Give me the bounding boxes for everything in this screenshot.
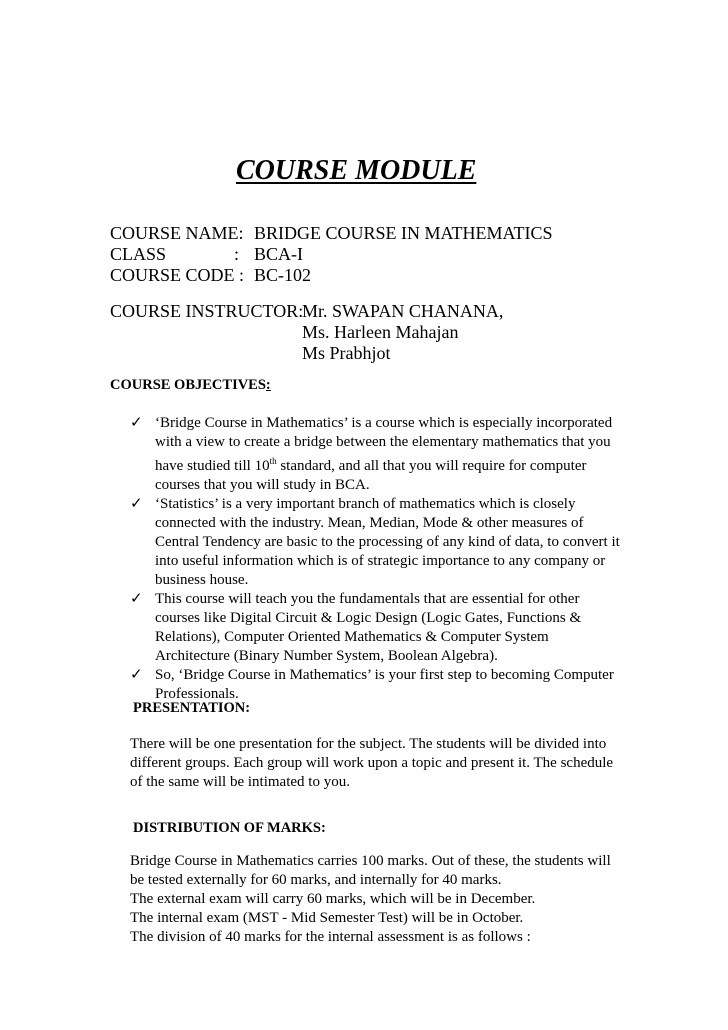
list-item xyxy=(130,495,625,590)
objectives-list xyxy=(130,414,625,704)
distribution-line: The internal exam (MST - Mid Semester Test) will be in October. xyxy=(130,910,524,926)
objectives-heading: COURSE OBJECTIVES: xyxy=(110,377,271,393)
class-separator: : xyxy=(234,244,240,264)
list-item xyxy=(130,666,625,704)
course-code-value: BC-102 xyxy=(254,265,312,285)
objective-text: ‘Statistics’ is a very important branch of mathematics which is closely connected with the industry. Mean, Median, Mode & other measures of Central Tendency are basic to the processing of any kind of data, to convert it into useful information which is of strategic importance to any company or business house. xyxy=(155,496,620,588)
objective-text: This course will teach you the fundamentals that are essential for other courses like Digital Circuit & Logic Design (Logic Gates, Functions & Relations), Computer Oriented Mathematics & Computer System Architecture (Binary Number System, Boolean Algebra). xyxy=(155,591,582,664)
presentation-line: different groups. Each group will work upon a topic and present it. The schedule xyxy=(130,755,614,771)
class-value: BCA-I xyxy=(254,244,303,264)
instructor-name: Ms. Harleen Mahajan xyxy=(302,322,459,342)
distribution-line: The division of 40 marks for the internal assessment is as follows : xyxy=(130,929,531,945)
page-title: COURSE MODULE xyxy=(236,155,477,186)
objectives-heading-colon: : xyxy=(265,377,271,393)
list-item xyxy=(130,590,625,666)
superscript-th: th xyxy=(269,456,277,466)
presentation-heading: PRESENTATION: xyxy=(133,700,251,716)
objective-text: ‘Bridge Course in Mathematics’ is a course which is especially incorporated with a view to create a bridge between the elementary mathematics that you have studied till 10 xyxy=(155,415,613,474)
list-item xyxy=(130,414,625,495)
checkmark-icon: ✓ xyxy=(130,415,143,431)
checkmark-icon: ✓ xyxy=(130,667,143,683)
objective-text: So, ‘Bridge Course in Mathematics’ is your first step to becoming Computer Professionals. xyxy=(155,667,614,702)
presentation-line: There will be one presentation for the subject. The students will be divided into xyxy=(130,736,607,752)
course-name-value: BRIDGE COURSE IN MATHEMATICS xyxy=(254,223,553,243)
instructor-name: Ms Prabhjot xyxy=(302,343,391,363)
checkmark-icon: ✓ xyxy=(130,496,143,512)
checkmark-icon: ✓ xyxy=(130,591,143,607)
distribution-line: The external exam will carry 60 marks, which will be in December. xyxy=(130,891,536,907)
distribution-line: be tested externally for 60 marks, and internally for 40 marks. xyxy=(130,872,502,888)
presentation-line: of the same will be intimated to you. xyxy=(130,774,350,790)
course-name-label: COURSE NAME: xyxy=(110,223,244,243)
distribution-heading: DISTRIBUTION OF MARKS: xyxy=(133,820,326,836)
instructor-label: COURSE INSTRUCTOR: xyxy=(110,301,304,321)
instructor-name: Mr. SWAPAN CHANANA, xyxy=(302,301,504,321)
objective-text-cont: standard, and all that you will require for computer courses that you will study in BCA. xyxy=(155,458,587,493)
distribution-paragraph xyxy=(130,852,625,947)
distribution-line: Bridge Course in Mathematics carries 100 marks. Out of these, the students will xyxy=(130,853,611,869)
presentation-paragraph xyxy=(130,735,625,792)
class-label: CLASS xyxy=(110,244,167,264)
course-code-label: COURSE CODE : xyxy=(110,265,245,285)
